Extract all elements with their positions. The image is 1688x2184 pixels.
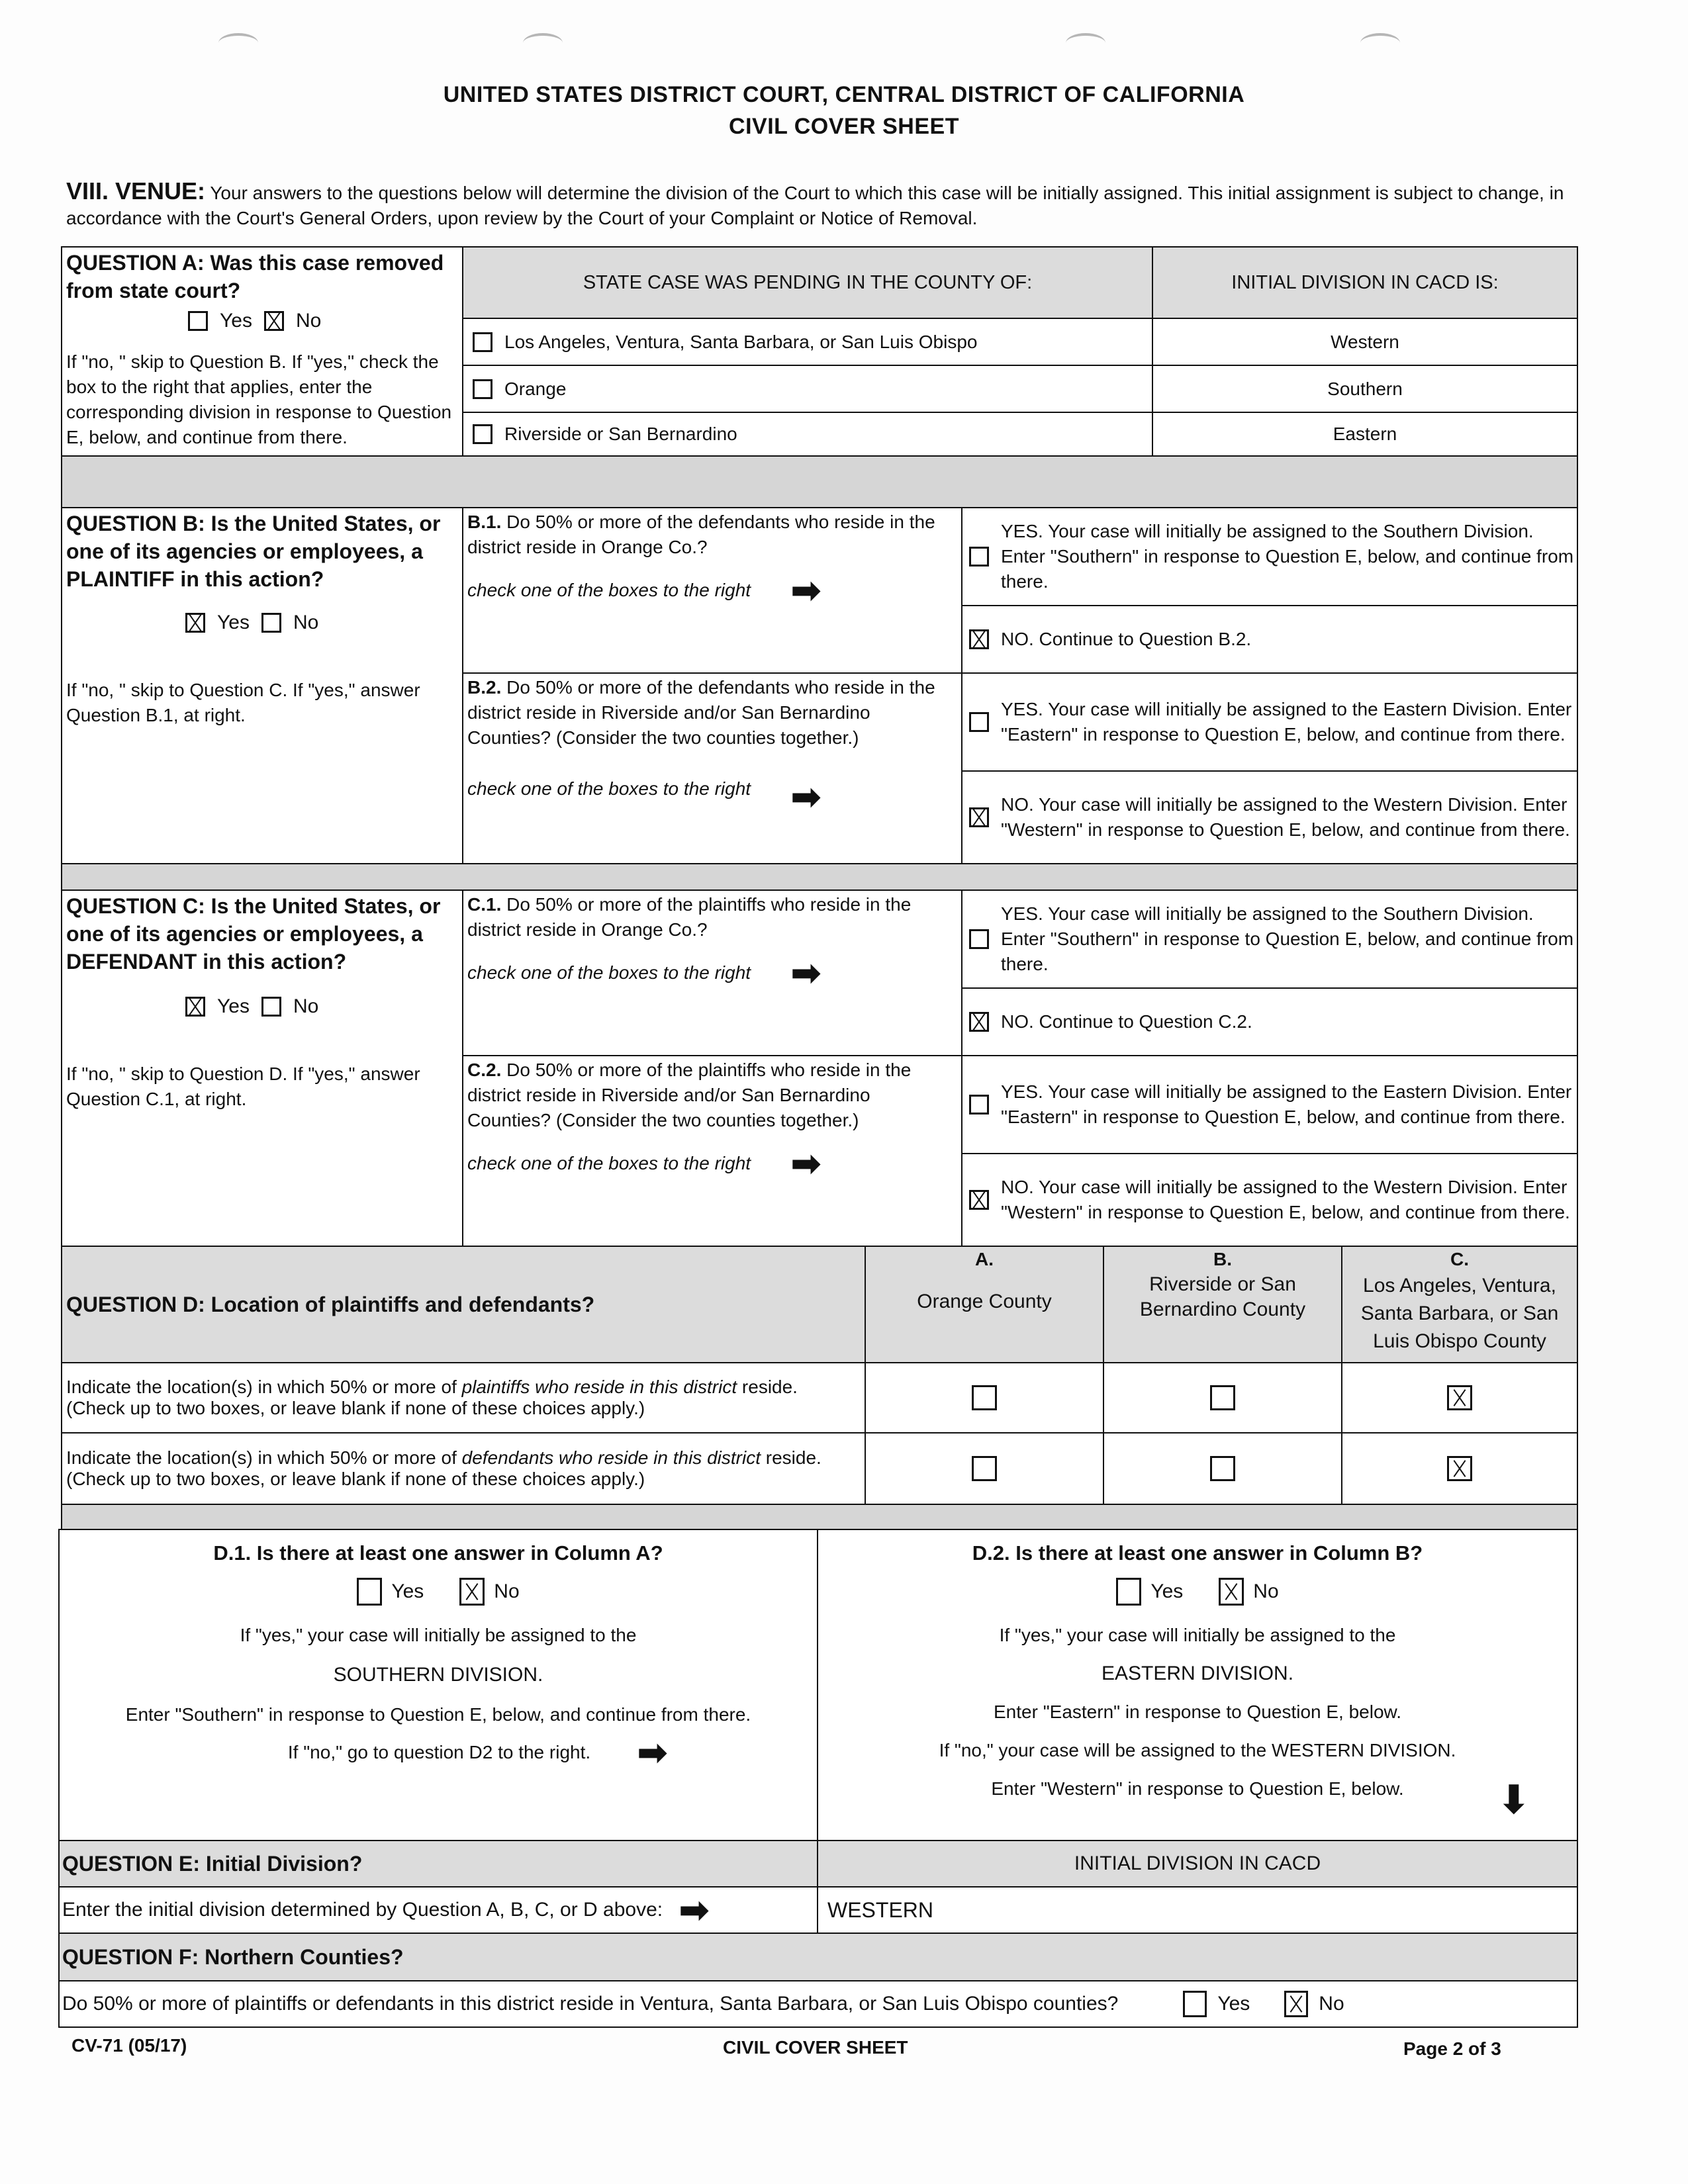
venue-text: Your answers to the questions below will determine the division of the Court to which this case will be initially assigned. This initial assignment is subject to change, in accordance with the Court's General Orders, upon review by the Court of your Complaint or Notice of Removal. — [66, 183, 1564, 228]
county-checkbox-riverside[interactable] — [473, 424, 492, 444]
question-a-answer — [188, 310, 462, 332]
question-e-col-header — [817, 1840, 1578, 1888]
footer-title: CIVIL COVER SHEET — [723, 2037, 908, 2058]
b1-question: Do 50% or more of the defendants who reside in the district reside in Orange Co.? — [467, 512, 935, 557]
b1-yes-option — [961, 507, 1578, 606]
b2-yes-option — [961, 672, 1578, 772]
no-label: No — [494, 1580, 520, 1602]
punch-hole-mark — [218, 33, 258, 53]
d1-line: If "yes," your case will initially be assigned to the — [240, 1625, 637, 1645]
question-c-yes-checkbox[interactable] — [185, 997, 205, 1017]
b1-hint: check one of the boxes to the right — [467, 580, 751, 600]
county-row-la — [462, 318, 1153, 366]
question-b-instructions: If "no, " skip to Question C. If "yes," answer Question B.1, at right. — [66, 680, 420, 725]
punch-hole-mark — [523, 33, 563, 53]
punch-hole-mark — [1360, 33, 1400, 53]
question-f-row — [58, 1980, 1578, 2028]
row-text-italic: defendants who reside in this district — [461, 1447, 761, 1468]
question-d2-cell — [817, 1529, 1578, 1841]
d2-yes-checkbox[interactable] — [1116, 1578, 1141, 1606]
question-c-instructions: If "no, " skip to Question D. If "yes," answer Question C.1, at right. — [66, 1064, 420, 1109]
question-c2-cell — [462, 1055, 962, 1247]
question-f-prompt: Do 50% or more of plaintiffs or defendants in this district reside in Ventura, Santa Barbara, or San Luis Obispo counties? — [62, 1993, 1119, 2015]
question-e-prompt-cell — [58, 1886, 818, 1934]
question-d1-cell — [58, 1529, 818, 1841]
c2-yes-text: YES. Your case will initially be assigned to the Eastern Division. Enter "Eastern" in response to Question E, below, and continue from there. — [1001, 1081, 1572, 1127]
initial-division-cacd-label: INITIAL DIVISION IN CACD — [1074, 1852, 1321, 1874]
no-label: No — [1319, 1993, 1344, 2015]
question-b-answer — [185, 612, 462, 634]
question-b-yes-checkbox[interactable] — [185, 613, 205, 633]
c1-no-text: NO. Continue to Question C.2. — [1001, 1011, 1252, 1032]
defendants-col-a — [865, 1432, 1104, 1505]
defendants-riverside-checkbox[interactable] — [1210, 1456, 1235, 1481]
court-title: UNITED STATES DISTRICT COURT, CENTRAL DISTRICT OF CALIFORNIA — [443, 82, 1245, 107]
row-text: Indicate the location(s) in which 50% or more of — [66, 1377, 462, 1397]
column-letter: A. — [975, 1249, 994, 1269]
b1-no-text: NO. Continue to Question B.2. — [1001, 629, 1252, 649]
arrow-down-icon: ⬇ — [1497, 1778, 1530, 1822]
question-f-header — [58, 1933, 1578, 1981]
venue-label: VIII. VENUE: — [66, 177, 206, 205]
b1-no-option — [961, 605, 1578, 674]
question-d-title: QUESTION D: Location of plaintiffs and defendants? — [66, 1293, 595, 1316]
initial-division-value: WESTERN — [827, 1898, 933, 1922]
c1-hint: check one of the boxes to the right — [467, 962, 751, 983]
county-name: Riverside or San Bernardino — [504, 424, 737, 444]
b1-yes-checkbox[interactable] — [969, 547, 989, 567]
no-label: No — [293, 995, 319, 1017]
county-checkbox-la[interactable] — [473, 332, 492, 352]
question-c-cell — [61, 889, 463, 1247]
plaintiffs-col-b — [1103, 1362, 1342, 1433]
column-name: Los Angeles, Ventura, Santa Barbara, or San Luis Obispo County — [1360, 1275, 1559, 1352]
b1-label: B.1. — [467, 512, 502, 532]
state-county-header — [462, 246, 1153, 319]
b2-question: Do 50% or more of the defendants who reside in the district reside in Riverside and/or San Bernardino Counties? (Consider the two counties together.) — [467, 677, 935, 748]
question-a-cell — [61, 246, 463, 457]
arrow-right-icon: ➡ — [790, 569, 821, 611]
column-letter: C. — [1450, 1249, 1469, 1269]
initial-division-header-label: INITIAL DIVISION IN CACD IS: — [1231, 272, 1499, 293]
d2-answer — [818, 1578, 1577, 1606]
question-a-yes-checkbox[interactable] — [188, 311, 208, 331]
section-separator — [61, 1504, 1578, 1530]
c1-yes-text: YES. Your case will initially be assigned to the Southern Division. Enter "Southern" in response to Question E, below, and continue from there. — [1001, 903, 1574, 974]
d2-line: Enter "Western" in response to Question E, below. — [991, 1778, 1404, 1799]
defendants-col-b — [1103, 1432, 1342, 1505]
c1-yes-option — [961, 889, 1578, 989]
c2-question: Do 50% or more of the plaintiffs who reside in the district reside in Riverside and/or San Bernardino Counties? (Consider the two counties together.) — [467, 1060, 912, 1130]
question-c-no-checkbox[interactable] — [261, 997, 281, 1017]
d2-line: If "yes," your case will initially be assigned to the — [999, 1625, 1396, 1645]
b2-yes-checkbox[interactable] — [969, 712, 989, 732]
question-f-no-checkbox[interactable] — [1284, 1991, 1308, 2017]
county-row-riverside — [462, 412, 1153, 457]
d1-title: D.1. Is there at least one answer in Column A? — [213, 1541, 663, 1565]
question-b1-cell — [462, 507, 962, 674]
division-name: Eastern — [1333, 424, 1397, 444]
arrow-right-icon: ➡ — [790, 1142, 821, 1184]
d2-title: D.2. Is there at least one answer in Column B? — [972, 1541, 1423, 1565]
no-label: No — [295, 310, 322, 332]
plaintiffs-la-checkbox[interactable] — [1447, 1385, 1472, 1410]
no-label: No — [1253, 1580, 1279, 1602]
b2-no-text: NO. Your case will initially be assigned to the Western Division. Enter "Western" in response to Question E, below, and continue from there. — [1001, 794, 1570, 840]
defendants-orange-checkbox[interactable] — [972, 1456, 997, 1481]
arrow-right-icon: ➡ — [637, 1731, 669, 1773]
d2-division: EASTERN DIVISION. — [1101, 1662, 1294, 1684]
d2-line: Enter "Eastern" in response to Question E, below. — [994, 1702, 1401, 1722]
d1-answer — [60, 1578, 817, 1606]
question-b-cell — [61, 507, 463, 864]
division-eastern — [1152, 412, 1578, 457]
plaintiffs-orange-checkbox[interactable] — [972, 1385, 997, 1410]
defendants-la-checkbox[interactable] — [1447, 1456, 1472, 1481]
question-c1-cell — [462, 889, 962, 1056]
division-name: Western — [1331, 331, 1399, 352]
question-e-title: QUESTION E: Initial Division? — [62, 1852, 363, 1876]
venue-intro — [66, 179, 1589, 231]
yes-label: Yes — [1150, 1580, 1184, 1602]
question-b-no-checkbox[interactable] — [261, 613, 281, 633]
c2-yes-option — [961, 1055, 1578, 1154]
c2-hint: check one of the boxes to the right — [467, 1153, 751, 1173]
question-e-prompt: Enter the initial division determined by Question A, B, C, or D above: — [62, 1899, 663, 1921]
b2-hint: check one of the boxes to the right — [467, 778, 751, 799]
b2-no-checkbox[interactable] — [969, 807, 989, 827]
yes-label: Yes — [217, 612, 250, 633]
question-a-no-checkbox[interactable] — [264, 311, 284, 331]
yes-label: Yes — [217, 995, 250, 1017]
d2-line: If "no," your case will be assigned to the WESTERN DIVISION. — [939, 1740, 1456, 1760]
b2-label: B.2. — [467, 677, 502, 698]
arrow-right-icon: ➡ — [679, 1889, 710, 1931]
d1-line: If "no," go to question D2 to the right. — [287, 1742, 591, 1762]
row-text: reside. (Check up to two boxes, or leave blank if none of these choices apply.) — [66, 1377, 798, 1418]
initial-division-field[interactable] — [817, 1886, 1578, 1934]
b2-no-option — [961, 770, 1578, 864]
plaintiffs-riverside-checkbox[interactable] — [1210, 1385, 1235, 1410]
d2-no-checkbox[interactable] — [1219, 1578, 1244, 1606]
question-f-title: QUESTION F: Northern Counties? — [62, 1945, 404, 1969]
plaintiffs-col-c — [1341, 1362, 1578, 1433]
county-checkbox-orange[interactable] — [473, 379, 492, 399]
column-a-header — [865, 1246, 1104, 1363]
c2-no-checkbox[interactable] — [969, 1190, 989, 1210]
question-f-yes-checkbox[interactable] — [1183, 1991, 1207, 2017]
c2-no-text: NO. Your case will initially be assigned to the Western Division. Enter "Western" in response to Question E, below, and continue from there. — [1001, 1177, 1570, 1222]
form-title: CIVIL COVER SHEET — [729, 114, 959, 139]
division-southern — [1152, 365, 1578, 413]
question-a-title: QUESTION A: Was this case removed from state court? — [66, 251, 444, 302]
b1-no-checkbox[interactable] — [969, 629, 989, 649]
column-b-header — [1103, 1246, 1342, 1363]
county-row-orange — [462, 365, 1153, 413]
b1-yes-text: YES. Your case will initially be assigned to the Southern Division. Enter "Southern" in response to Question E, below, and continue from there. — [1001, 521, 1574, 592]
d1-yes-checkbox[interactable] — [357, 1578, 382, 1606]
plaintiffs-col-a — [865, 1362, 1104, 1433]
c1-yes-checkbox[interactable] — [969, 929, 989, 949]
column-c-header — [1341, 1246, 1578, 1363]
question-c-title: QUESTION C: Is the United States, or one of its agencies or employees, a DEFENDANT in this action? — [66, 894, 441, 974]
question-a-instructions: If "no, " skip to Question B. If "yes," check the box to the right that applies, enter the corresponding division in response to Question E, below, and continue from there. — [66, 351, 452, 447]
yes-label: Yes — [220, 310, 252, 332]
c2-label: C.2. — [467, 1060, 502, 1080]
c1-label: C.1. — [467, 894, 502, 915]
question-f-answer — [1183, 1991, 1344, 2017]
c1-no-option — [961, 987, 1578, 1056]
form-id: CV-71 (05/17) — [71, 2035, 187, 2056]
punch-hole-mark — [1066, 33, 1105, 53]
b2-yes-text: YES. Your case will initially be assigned to the Eastern Division. Enter "Eastern" in response to Question E, below, and continue from there. — [1001, 699, 1572, 745]
initial-division-header — [1152, 246, 1578, 319]
row-text: reside. (Check up to two boxes, or leave blank if none of these choices apply.) — [66, 1447, 821, 1489]
c1-no-checkbox[interactable] — [969, 1012, 989, 1032]
plaintiffs-location-row — [61, 1362, 866, 1433]
yes-label: Yes — [391, 1580, 424, 1602]
question-b2-cell — [462, 672, 962, 864]
no-label: No — [293, 612, 319, 633]
d1-no-checkbox[interactable] — [459, 1578, 485, 1606]
question-d-header — [61, 1246, 866, 1363]
state-county-header-label: STATE CASE WAS PENDING IN THE COUNTY OF: — [583, 272, 1033, 293]
row-text: Indicate the location(s) in which 50% or more of — [66, 1447, 462, 1468]
c1-question: Do 50% or more of the plaintiffs who reside in the district reside in Orange Co.? — [467, 894, 912, 940]
arrow-right-icon: ➡ — [790, 952, 821, 993]
d1-division: SOUTHERN DIVISION. — [333, 1664, 543, 1686]
column-letter: B. — [1213, 1249, 1232, 1269]
arrow-right-icon: ➡ — [790, 776, 821, 817]
column-name: Riverside or San Bernardino County — [1139, 1273, 1306, 1320]
section-separator — [61, 863, 1578, 891]
division-western — [1152, 318, 1578, 366]
question-b-title: QUESTION B: Is the United States, or one of its agencies or employees, a PLAINTIFF in this action? — [66, 512, 441, 591]
row-text-italic: plaintiffs who reside in this district — [461, 1377, 737, 1397]
defendants-col-c — [1341, 1432, 1578, 1505]
section-separator — [61, 455, 1578, 508]
yes-label: Yes — [1217, 1993, 1250, 2015]
county-name: Orange — [504, 378, 567, 399]
c2-no-option — [961, 1153, 1578, 1247]
question-c-answer — [185, 995, 462, 1018]
county-name: Los Angeles, Ventura, Santa Barbara, or San Luis Obispo — [504, 331, 978, 352]
page-number: Page 2 of 3 — [1403, 2038, 1501, 2059]
column-name: Orange County — [917, 1291, 1052, 1312]
d1-line: Enter "Southern" in response to Question E, below, and continue from there. — [125, 1704, 751, 1725]
question-e-header — [58, 1840, 818, 1888]
c2-yes-checkbox[interactable] — [969, 1095, 989, 1115]
defendants-location-row — [61, 1432, 866, 1505]
division-name: Southern — [1327, 378, 1403, 399]
